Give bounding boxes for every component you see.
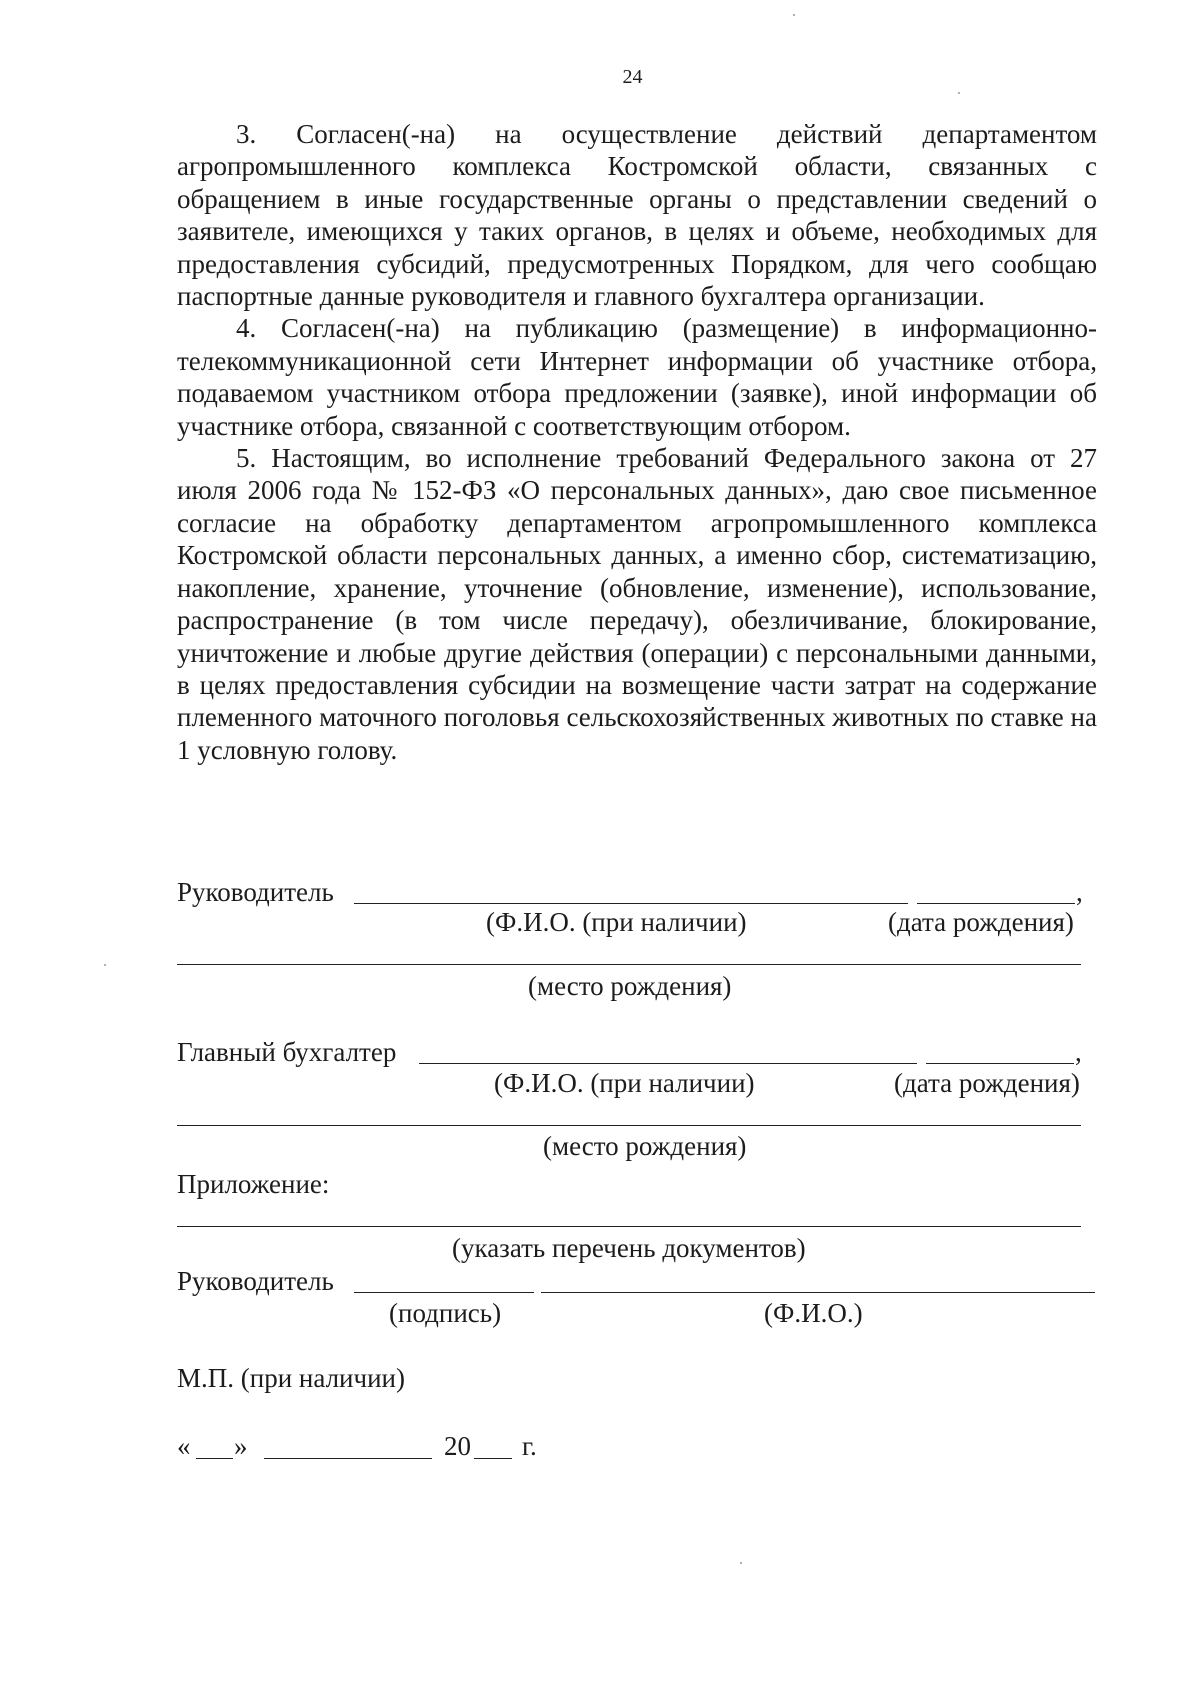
head-birthplace-line[interactable]: [177, 964, 1081, 965]
signature-line[interactable]: [354, 1292, 534, 1293]
accountant-birthplace-line[interactable]: [177, 1125, 1081, 1126]
scan-speck: [793, 14, 795, 16]
date-month-line[interactable]: [264, 1458, 432, 1459]
head-fio-caption: (Ф.И.О. (при наличии): [486, 907, 747, 937]
paragraph-4: 4. Согласен(-на) на публикацию (размещение) в информационно-телекоммуникационной сети Интернет информации об участнике отбора, подаваемом участником отбора предложении (заявке), иной информации об участнике отбора, связанной с соответствующим отбором.: [177, 313, 1097, 441]
accountant-label: Главный бухгалтер: [177, 1037, 397, 1067]
accountant-birthplace-caption: (место рождения): [543, 1131, 747, 1161]
page-number: 24: [622, 66, 643, 88]
head-label: Руководитель: [177, 877, 334, 907]
head-birthdate-caption: (дата рождения): [888, 907, 1074, 937]
scan-speck: [958, 92, 960, 94]
head-birthplace-caption: (место рождения): [528, 971, 732, 1001]
date-year-suffix: г.: [522, 1431, 537, 1461]
accountant-fio-line[interactable]: [419, 1063, 917, 1064]
accountant-comma: ,: [1075, 1037, 1082, 1067]
head-birthdate-line[interactable]: [917, 903, 1075, 904]
date-day-line[interactable]: [196, 1458, 233, 1459]
scan-speck: [104, 964, 106, 966]
paragraph-5: 5. Настоящим, во исполнение требований Федерального закона от 27 июля 2006 года № 152-ФЗ «О персональных данных», даю свое письменное согласие на обработку департаментом агропромышленного комплекса Костромской области персональных данных, а именно сбор, систематизацию, накопление, хранение, уточнение (обновление, изменение), использование, распространение (в том числе передачу), обезличивание, блокирование, уничтожение и любые другие действия (операции) с персональными данными, в целях предоставления субсидии на возмещение части затрат на содержание племенного маточного поголовья сельскохозяйственных животных по ставке на 1 условную голову.: [177, 443, 1097, 765]
signature-fio-caption: (Ф.И.О.): [764, 1298, 863, 1328]
accountant-fio-caption: (Ф.И.О. (при наличии): [494, 1068, 755, 1098]
date-year-prefix: 20: [444, 1431, 471, 1461]
head-comma: ,: [1076, 877, 1083, 907]
signature-caption: (подпись): [389, 1298, 502, 1328]
consent-text: [177, 118, 1097, 766]
signature-head-label: Руководитель: [177, 1266, 334, 1296]
date-close-quote: »: [234, 1431, 248, 1461]
scan-speck: [740, 1562, 742, 1564]
date-year-line[interactable]: [474, 1458, 512, 1459]
accountant-birthdate-line[interactable]: [926, 1063, 1074, 1064]
paragraph-3: 3. Согласен(-на) на осуществление действий департаментом агропромышленного комплекса Костромской области, связанных с обращением в иные государственные органы о представлении сведений о заявителе, имеющихся у таких органов, в целях и объеме, необходимых для предоставления субсидий, предусмотренных Порядком, для чего сообщаю паспортные данные руководителя и главного бухгалтера организации.: [177, 119, 1097, 312]
attachment-caption: (указать перечень документов): [452, 1233, 806, 1263]
signature-fio-line[interactable]: [541, 1292, 1095, 1293]
attachment-label: Приложение:: [177, 1169, 330, 1199]
accountant-birthdate-caption: (дата рождения): [894, 1068, 1080, 1098]
head-fio-line[interactable]: [354, 903, 908, 904]
attachment-line[interactable]: [177, 1226, 1081, 1227]
date-open-quote: «: [177, 1431, 191, 1461]
stamp-label: М.П. (при наличии): [177, 1363, 405, 1393]
